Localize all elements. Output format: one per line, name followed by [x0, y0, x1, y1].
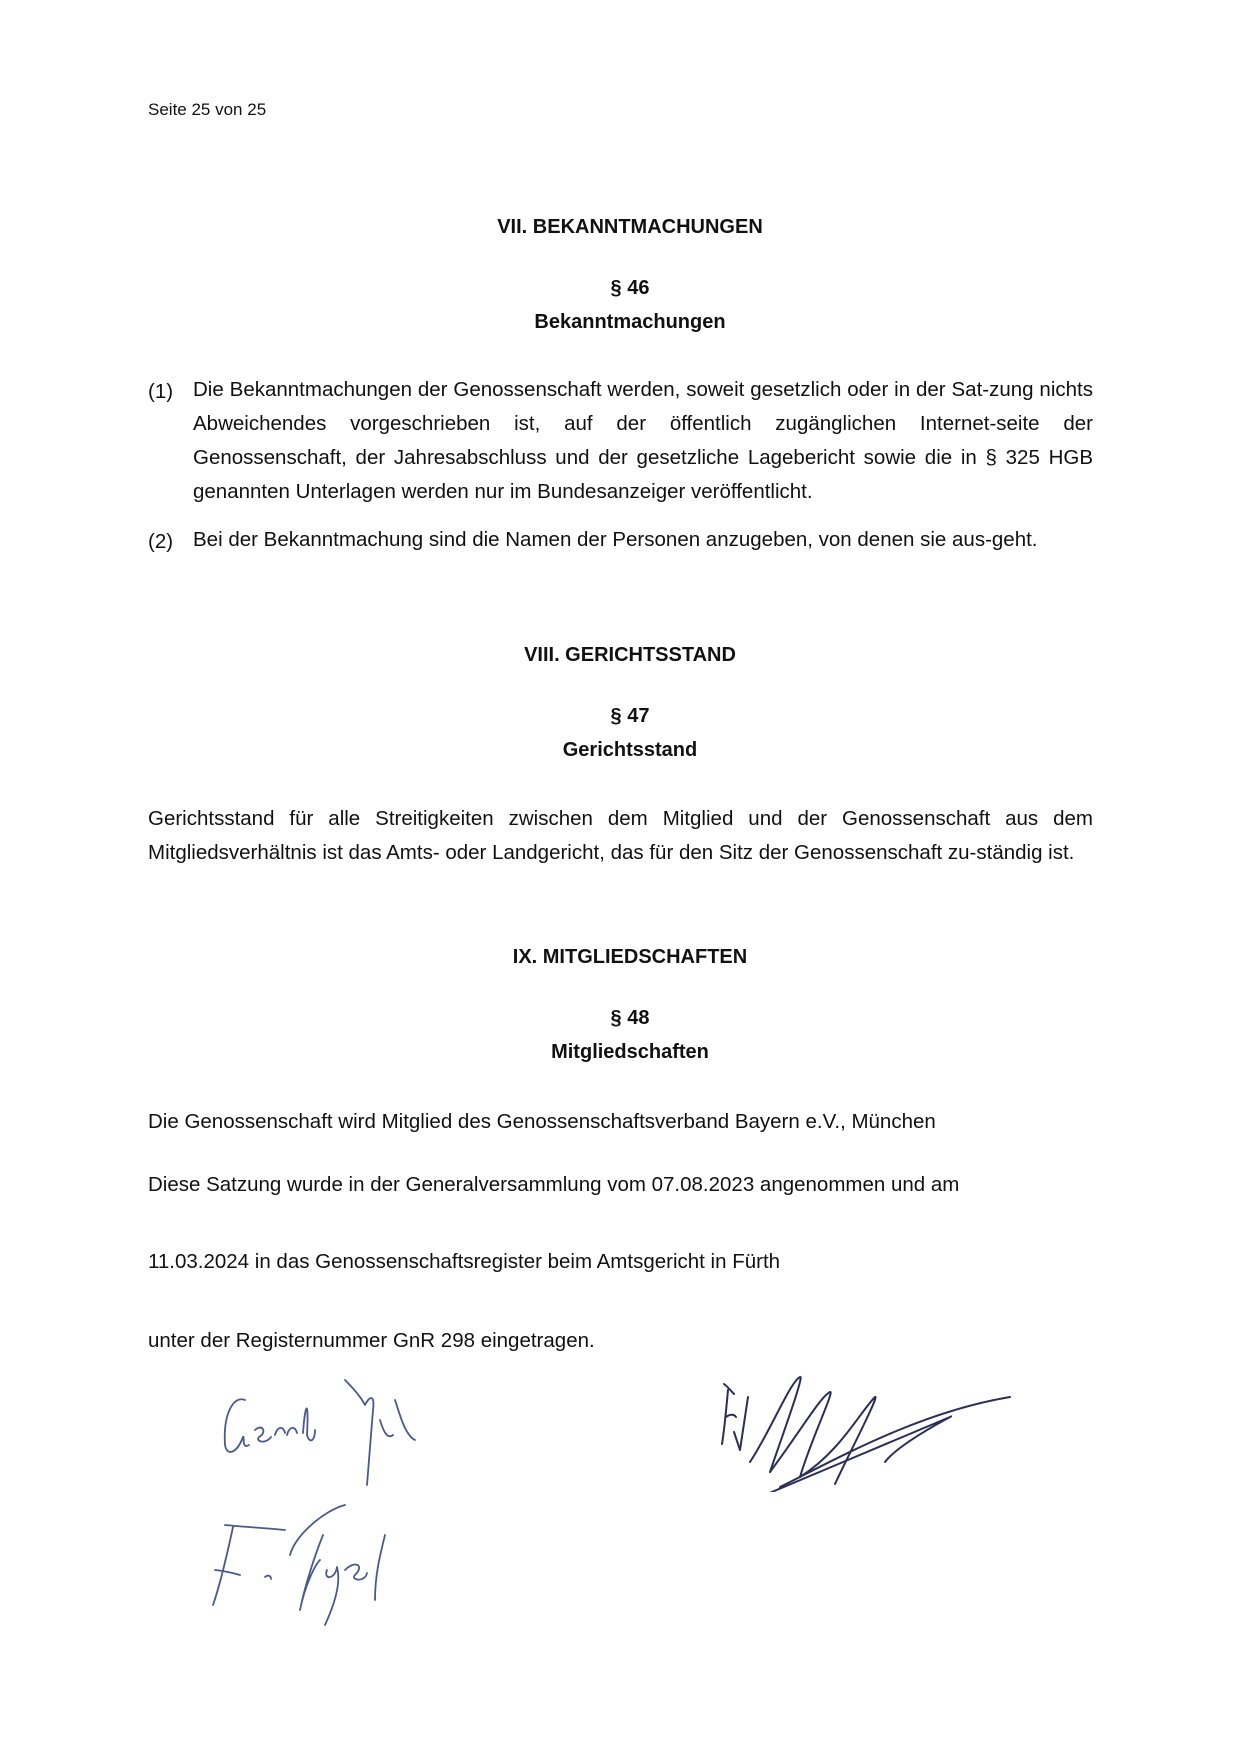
signature-stroke: [213, 1525, 285, 1605]
signature-stroke: [750, 1377, 801, 1472]
closing-line-2: 11.03.2024 in das Genossenschaftsregister beim Amtsgericht in Fürth: [148, 1250, 781, 1273]
signature-stroke: [255, 1428, 271, 1442]
paragraph-number-47: § 47: [610, 705, 650, 727]
item-text-2: Bei der Bekanntmachung sind die Namen der Personen anzugeben, von denen sie aus-geht.: [193, 528, 1038, 551]
paragraph-number-46: § 46: [610, 277, 650, 299]
signature-stroke: [375, 1535, 385, 1600]
signature-stroke: [770, 1392, 831, 1477]
paragraph-number-48: § 48: [610, 1007, 650, 1029]
paragraph-title-48: Mitgliedschaften: [551, 1041, 709, 1063]
signature-f: [205, 1495, 495, 1635]
signature-stroke: [275, 1428, 297, 1435]
gerichtsstand-text: Gerichtsstand für alle Streitigkeiten zwischen dem Mitglied und der Genossenschaft aus dem Mitgliedsverhältnis ist das Amts- oder Landgericht, das für den Sitz der Genossenschaft zu-ständig ist.: [148, 807, 1093, 864]
signature-stroke: [345, 1380, 373, 1485]
page-number: Seite 25 von 25: [148, 100, 267, 119]
signature-stroke: [265, 1576, 271, 1579]
section-title-vii: VII. BEKANNTMACHUNGEN: [497, 216, 763, 238]
signature-stroke: [760, 1416, 951, 1492]
closing-line-3: unter der Registernummer GnR 298 eingetragen.: [148, 1329, 595, 1352]
section-title-viii: VIII. GERICHTSSTAND: [524, 644, 736, 666]
signature-stroke: [325, 1567, 338, 1625]
section-title-ix: IX. MITGLIEDSCHAFTEN: [512, 946, 748, 968]
item-number-2: (2): [148, 530, 174, 553]
item-number-1: (1): [148, 380, 174, 403]
signature-stroke: [722, 1384, 748, 1450]
paragraph-title-46: Bekanntmachungen: [534, 311, 726, 333]
mitgliedschaft-text: Die Genossenschaft wird Mitglied des Genossenschaftsverband Bayern e.V., München: [148, 1110, 936, 1133]
signature-stroke: [225, 1399, 249, 1452]
closing-line-1: Diese Satzung wurde in der Generalversammlung vom 07.08.2023 angenommen und am: [148, 1173, 960, 1196]
signature-gerald: [215, 1375, 505, 1495]
signature-stroke: [380, 1400, 415, 1440]
item-text-1: Die Bekanntmachungen der Genossenschaft werden, soweit gesetzlich oder in der Sat-zung nichts Abweichendes vorgeschrieben ist, auf der öffentlich zugänglichen Internet-seite der Genossenschaft, der Jahresabschluss und der gesetzliche Lagebericht sowie die in § 325 HGB genannten Unterlagen werden nur im Bundesanzeiger veröffentlicht.: [193, 378, 1093, 503]
signature-stroke: [345, 1565, 367, 1580]
signature-right: [720, 1372, 1020, 1492]
paragraph-title-47: Gerichtsstand: [562, 739, 698, 761]
signature-stroke: [303, 1408, 315, 1440]
